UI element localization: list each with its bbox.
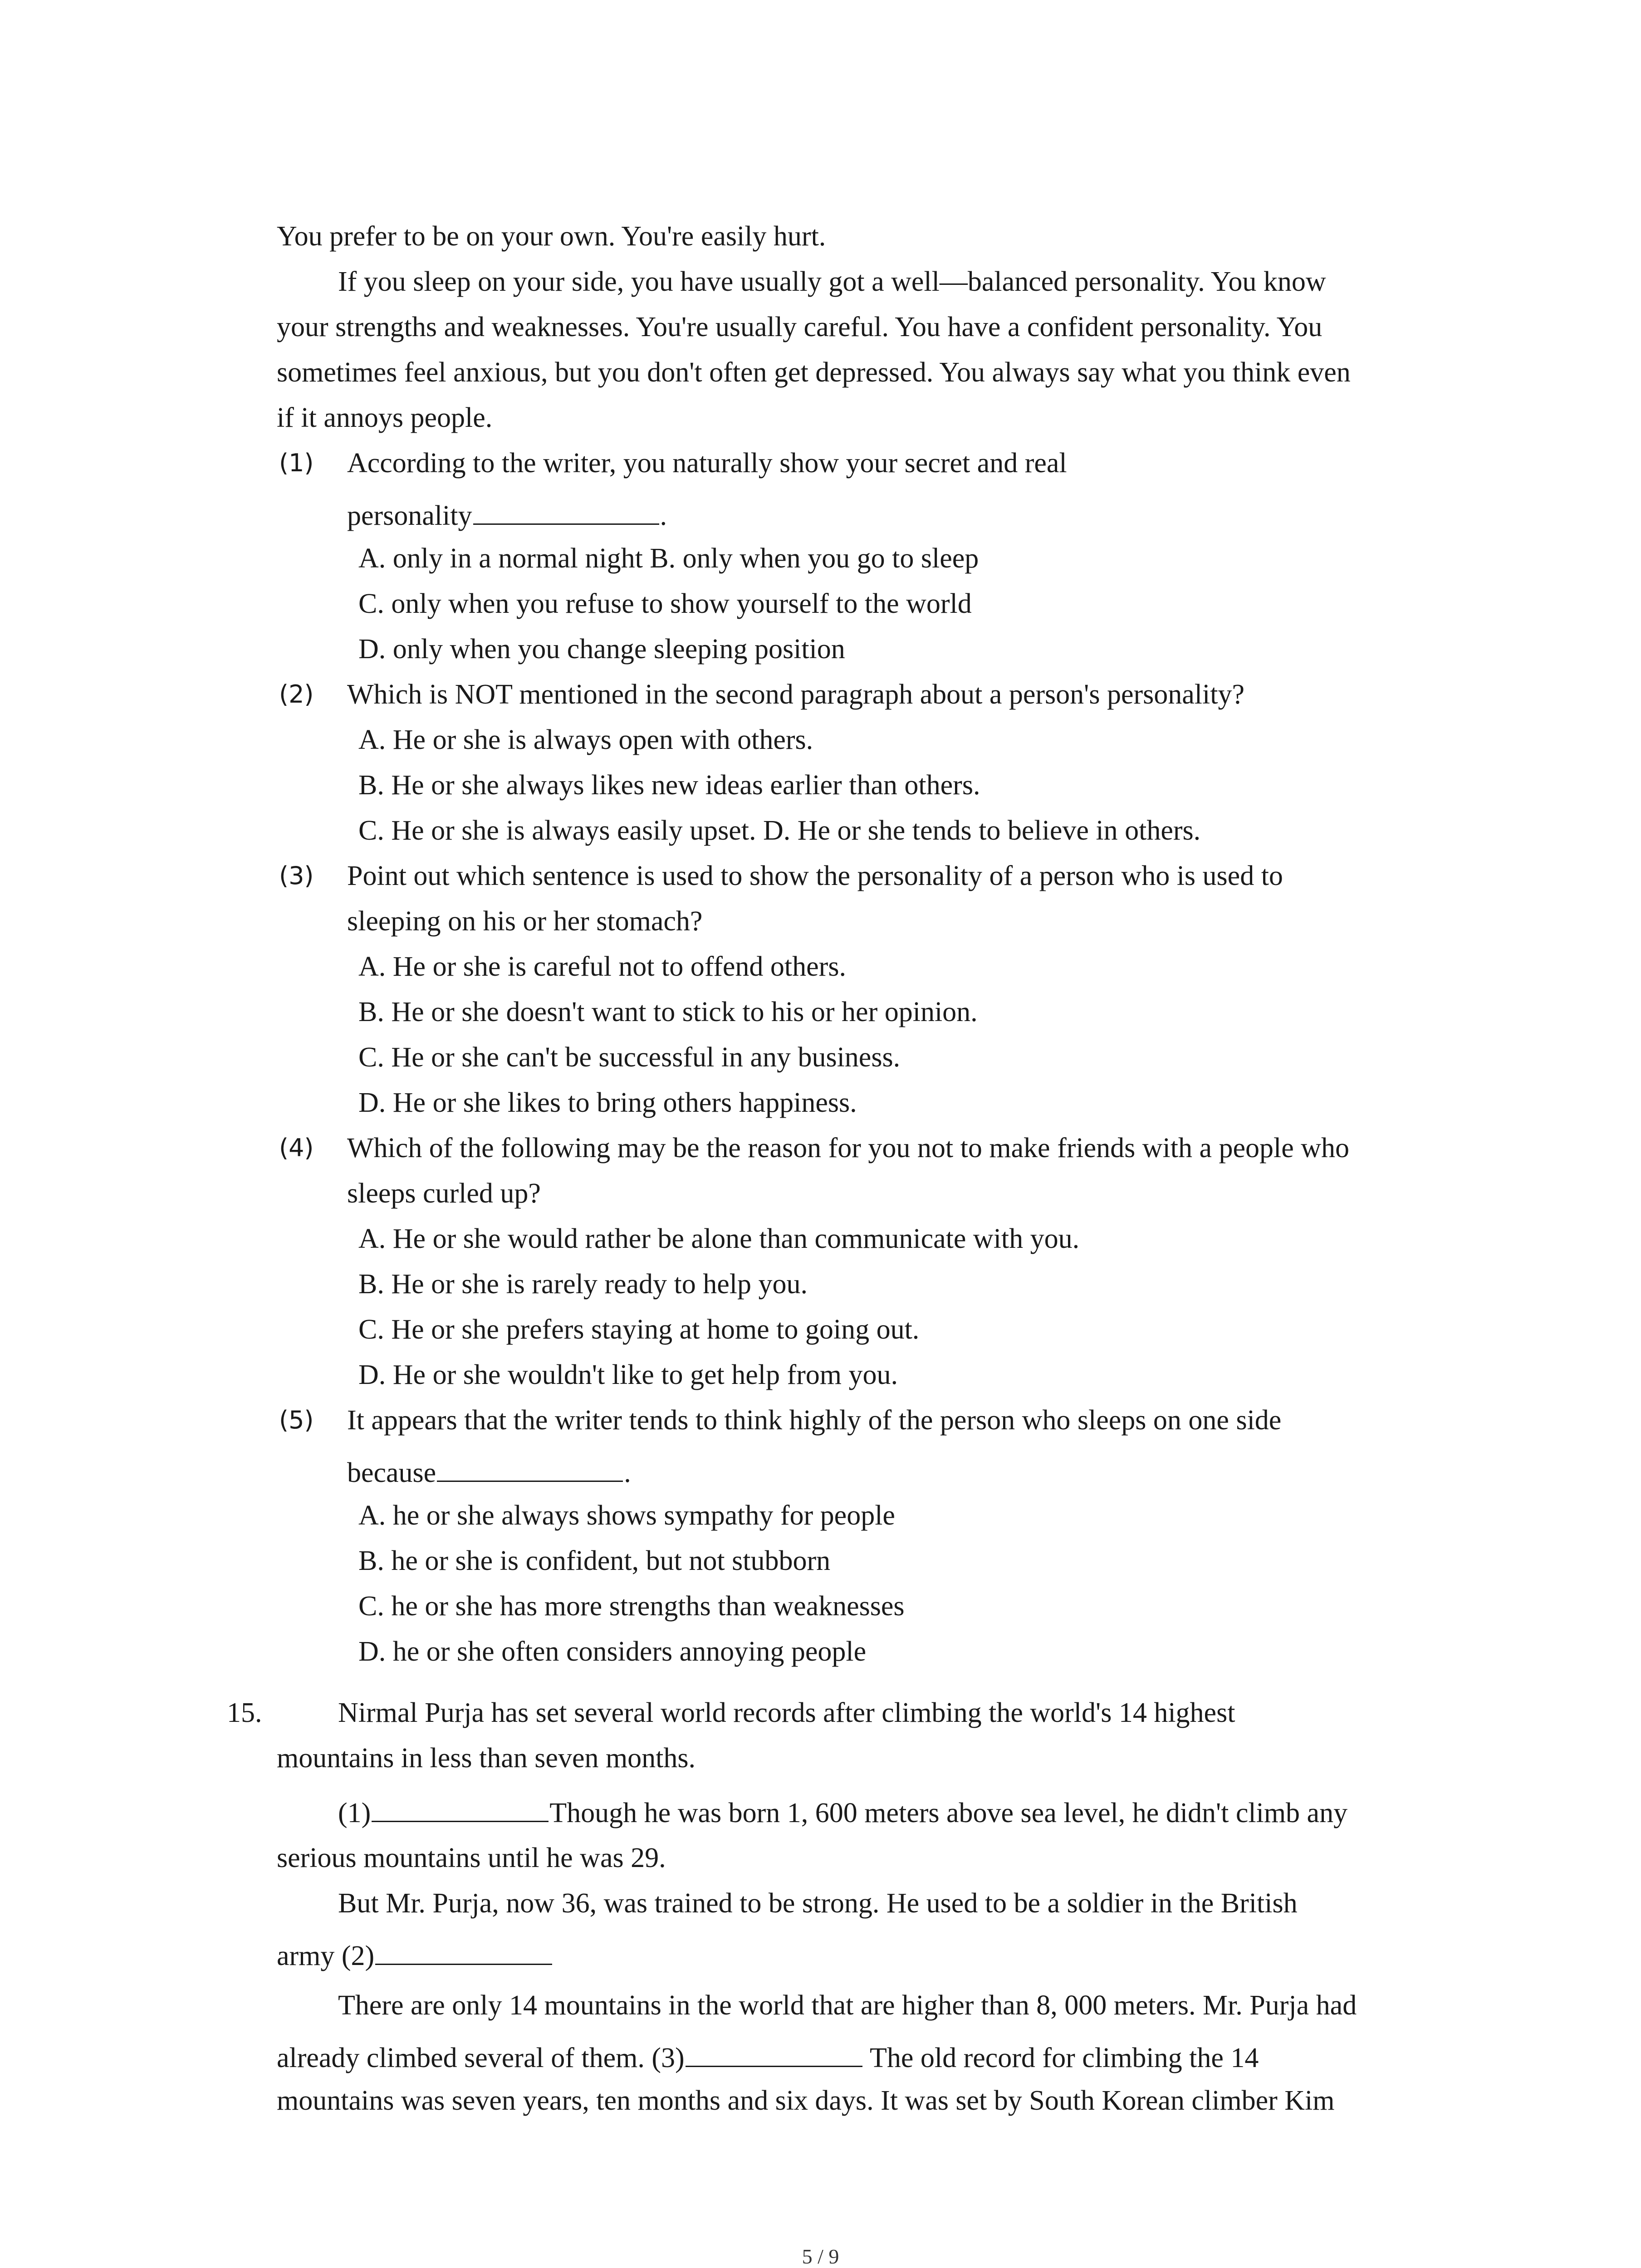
blank-label: (1) xyxy=(338,1798,371,1828)
passage-text: The old record for climbing the 14 xyxy=(863,2043,1259,2073)
passage-line: If you sleep on your side, you have usually got a well—balanced personality. You know xyxy=(338,266,1326,297)
answer-blank xyxy=(437,1456,623,1482)
option-line: C. He or she can't be successful in any business. xyxy=(358,1042,901,1073)
option-line: D. He or she wouldn't like to get help from you. xyxy=(358,1359,898,1390)
question-stem xyxy=(347,499,667,530)
question-stem: sleeping on his or her stomach? xyxy=(347,906,703,937)
question-stem-end: . xyxy=(660,500,667,531)
option-line: D. only when you change sleeping position xyxy=(358,634,845,665)
option-line: A. He or she is careful not to offend others. xyxy=(358,951,846,982)
option-line: C. He or she prefers staying at home to going out. xyxy=(358,1314,920,1345)
question-15-number: 15. xyxy=(227,1697,262,1728)
question-stem: It appears that the writer tends to think highly of the person who sleeps on one side xyxy=(347,1405,1282,1436)
option-line: A. only in a normal night B. only when you go to sleep xyxy=(358,543,979,574)
question-stem: Which is NOT mentioned in the second paragraph about a person's personality? xyxy=(347,679,1244,710)
passage-line: There are only 14 mountains in the world that are higher than 8, 000 meters. Mr. Purja had xyxy=(338,1990,1357,2021)
question-stem-text: personality xyxy=(347,500,472,531)
question-number: (1) xyxy=(279,449,314,477)
passage-line xyxy=(277,1939,553,1970)
passage-line xyxy=(277,2041,1259,2072)
option-line: D. He or she likes to bring others happiness. xyxy=(358,1087,857,1118)
option-line: B. He or she is rarely ready to help you. xyxy=(358,1269,808,1300)
answer-blank xyxy=(686,2041,862,2067)
question-stem: sleeps curled up? xyxy=(347,1178,541,1209)
option-line: C. only when you refuse to show yourself to the world xyxy=(358,588,972,619)
option-line: A. He or she would rather be alone than communicate with you. xyxy=(358,1223,1080,1254)
option-line: D. he or she often considers annoying people xyxy=(358,1636,867,1667)
option-line: B. he or she is confident, but not stubborn xyxy=(358,1545,831,1576)
option-line: C. he or she has more strengths than weaknesses xyxy=(358,1591,905,1622)
question-number: (4) xyxy=(279,1134,314,1162)
passage-text: already climbed several of them. (3) xyxy=(277,2043,685,2073)
page-number: 5 / 9 xyxy=(802,2245,839,2268)
option-line: B. He or she always likes new ideas earlier than others. xyxy=(358,770,980,801)
answer-blank xyxy=(473,499,659,525)
passage-line: if it annoys people. xyxy=(277,402,493,433)
question-stem xyxy=(347,1456,631,1487)
passage-line: Nirmal Purja has set several world records after climbing the world's 14 highest xyxy=(338,1697,1235,1728)
passage-line: mountains was seven years, ten months and six days. It was set by South Korean climber Kim xyxy=(277,2085,1335,2116)
passage-text: Though he was born 1, 600 meters above sea level, he didn't climb any xyxy=(549,1798,1348,1828)
passage-line: your strengths and weaknesses. You're usually careful. You have a confident personality. You xyxy=(277,312,1323,342)
question-stem: Which of the following may be the reason for you not to make friends with a people who xyxy=(347,1133,1350,1163)
option-line: A. He or she is always open with others. xyxy=(358,724,813,755)
passage-line xyxy=(338,1796,1347,1827)
option-line: B. He or she doesn't want to stick to his or her opinion. xyxy=(358,997,978,1027)
passage-line: mountains in less than seven months. xyxy=(277,1743,696,1774)
option-line: A. he or she always shows sympathy for people xyxy=(358,1500,895,1531)
option-line: C. He or she is always easily upset. D. He or she tends to believe in others. xyxy=(358,815,1201,846)
answer-blank xyxy=(375,1939,552,1965)
question-stem: According to the writer, you naturally show your secret and real xyxy=(347,448,1067,479)
question-number: (3) xyxy=(279,861,314,890)
passage-line: serious mountains until he was 29. xyxy=(277,1843,666,1873)
question-number: (2) xyxy=(279,680,314,709)
passage-line: sometimes feel anxious, but you don't often get depressed. You always say what you think even xyxy=(277,357,1351,388)
question-number: (5) xyxy=(279,1406,314,1434)
passage-line: You prefer to be on your own. You're easily hurt. xyxy=(277,221,826,252)
answer-blank xyxy=(372,1796,549,1822)
passage-text: army (2) xyxy=(277,1941,375,1971)
question-stem-end: . xyxy=(624,1457,631,1488)
passage-line: But Mr. Purja, now 36, was trained to be strong. He used to be a soldier in the British xyxy=(338,1888,1298,1919)
question-stem: Point out which sentence is used to show the personality of a person who is used to xyxy=(347,860,1283,891)
question-stem-text: because xyxy=(347,1457,436,1488)
